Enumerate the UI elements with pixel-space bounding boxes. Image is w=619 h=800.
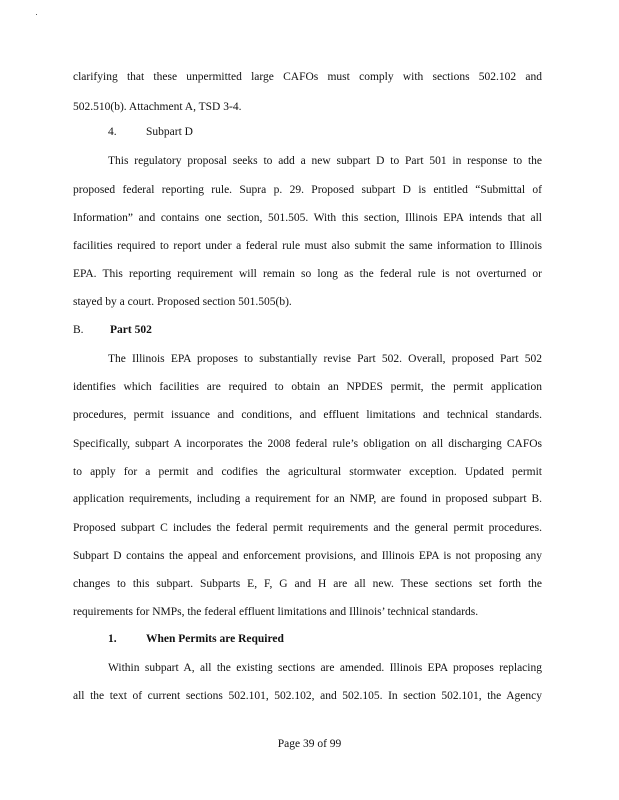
body-line: This regulatory proposal seeks to add a new subpart D to Part 501 in response to the (108, 155, 542, 167)
body-line: identifies which facilities are required to obtain an NPDES permit, the permit application (73, 381, 542, 393)
heading-title: Subpart D (146, 126, 193, 138)
heading-title: When Permits are Required (146, 633, 284, 645)
body-line: Within subpart A, all the existing sections are amended. Illinois EPA proposes replacing (108, 662, 542, 674)
body-line: procedures, permit issuance and conditions, and effluent limitations and technical standards. (73, 409, 542, 421)
body-line: requirements for NMPs, the federal effluent limitations and Illinois’ technical standards. (73, 606, 479, 618)
heading-number: 1. (108, 633, 117, 645)
page-number-footer: Page 39 of 99 (277, 738, 342, 750)
body-line: Information” and contains one section, 501.505. With this section, Illinois EPA intends that all (73, 212, 542, 224)
body-line: facilities required to report under a federal rule must also submit the same information to Illinois (73, 240, 542, 252)
body-line: stayed by a court. Proposed section 501.505(b). (73, 296, 292, 308)
heading-number: B. (73, 324, 84, 336)
body-line: The Illinois EPA proposes to substantially revise Part 502. Overall, proposed Part 502 (108, 353, 542, 365)
body-line: EPA. This reporting requirement will remain so long as the federal rule is not overturned or (73, 268, 542, 280)
scan-speck (36, 14, 37, 15)
body-line: Specifically, subpart A incorporates the 2008 federal rule’s obligation on all discharging CAFOs (73, 438, 542, 450)
body-line: Subpart D contains the appeal and enforcement provisions, and Illinois EPA is not proposing any (73, 550, 542, 562)
body-line: clarifying that these unpermitted large CAFOs must comply with sections 502.102 and (73, 71, 542, 83)
body-line: all the text of current sections 502.101, 502.102, and 502.105. In section 502.101, the Agency (73, 690, 542, 702)
heading-number: 4. (108, 126, 117, 138)
body-line: proposed federal reporting rule. Supra p. 29. Proposed subpart D is entitled “Submittal of (73, 184, 542, 196)
body-line: changes to this subpart. Subparts E, F, G and H are all new. These sections set forth the (73, 578, 542, 590)
body-line: to apply for a permit and codifies the agricultural stormwater exception. Updated permit (73, 466, 542, 478)
body-line: Proposed subpart C includes the federal permit requirements and the general permit procedures. (73, 522, 542, 534)
body-line: 502.510(b). Attachment A, TSD 3-4. (73, 101, 242, 113)
body-line: application requirements, including a requirement for an NMP, are found in proposed subpart B. (73, 493, 542, 505)
heading-title: Part 502 (110, 324, 152, 336)
